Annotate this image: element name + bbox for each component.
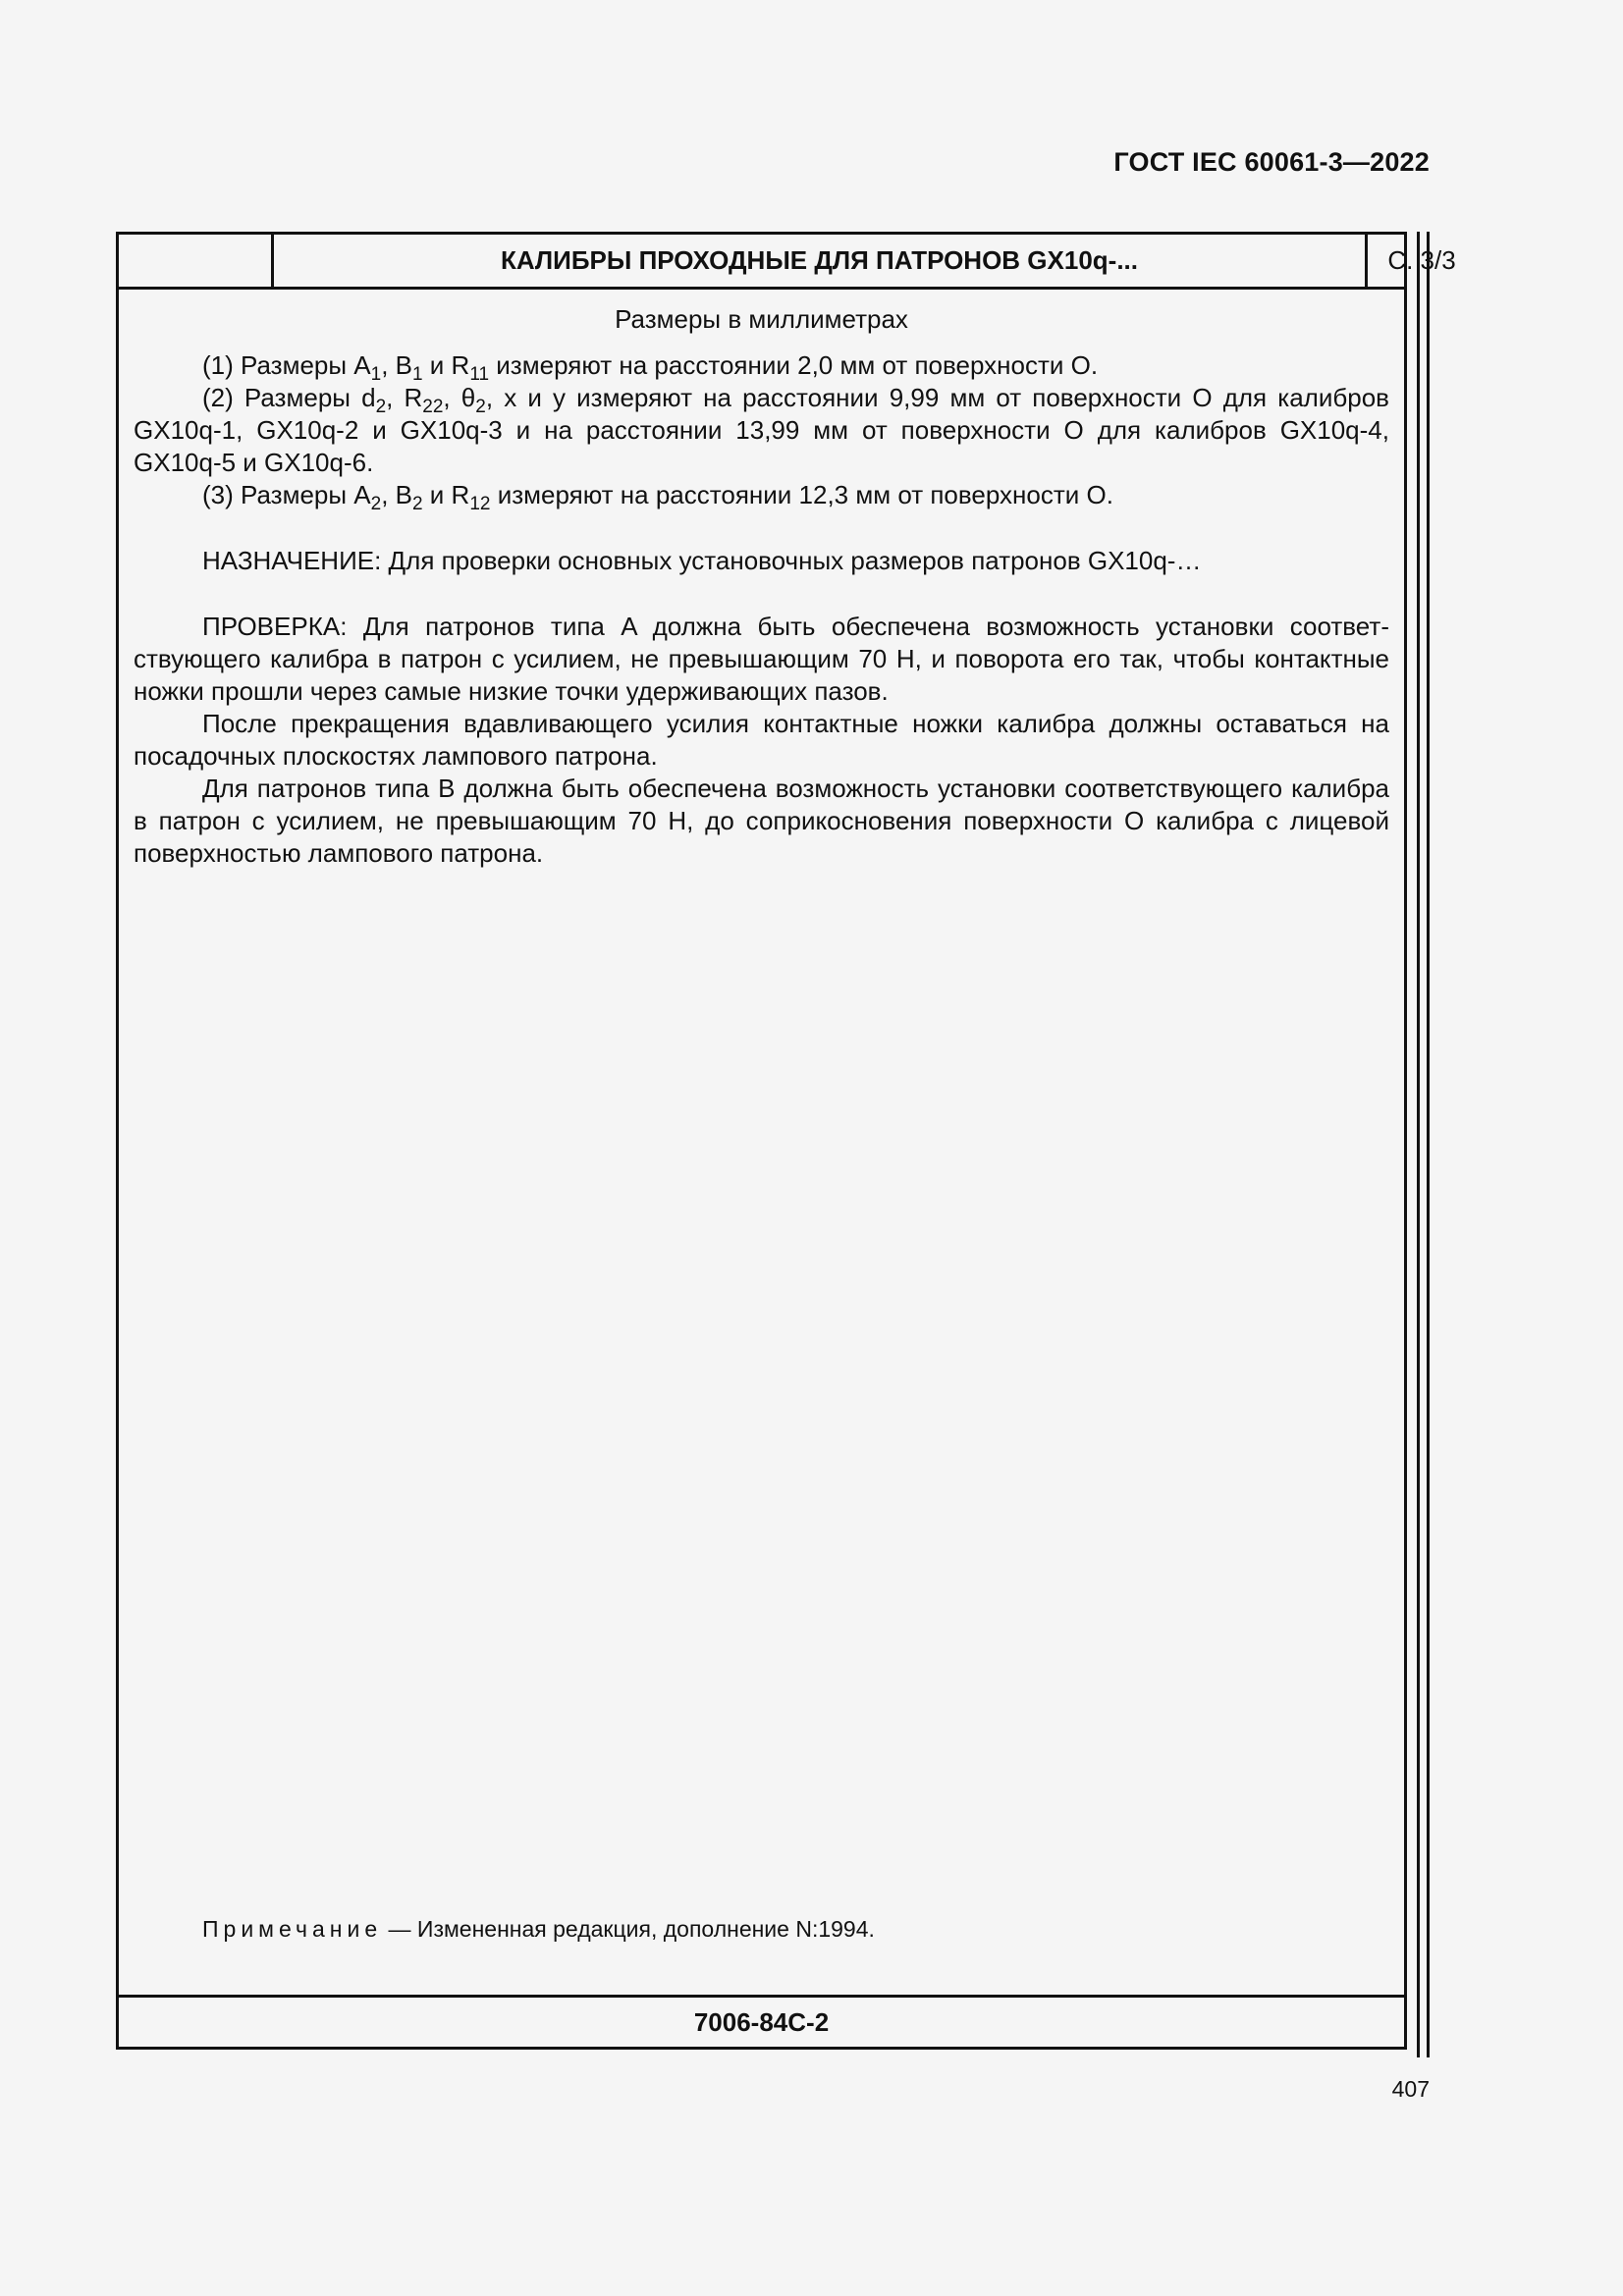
sheet-footer-code: 7006-84C-2 bbox=[119, 1995, 1404, 2047]
check-paragraph-1: ПРОВЕРКА: Для патронов типа A должна быть обеспечена возможность установки соответствующего калибра в патрон с усилием, не превышающим 70 Н, и поворота его так, чтобы контактные ножки прошли через самые низкие точки удерживающих пазов. bbox=[134, 612, 1389, 706]
frame-side-line-outer bbox=[1427, 232, 1430, 2057]
dimension-note-1: (1) Размеры $A_1$, $B_1$ и $R_{11}$ измеряют на расстоянии 2,0 мм от поверхности O. bbox=[202, 350, 1099, 385]
page-number: 407 bbox=[1391, 2076, 1430, 2102]
sheet-header bbox=[119, 235, 1456, 290]
sheet-frame bbox=[116, 232, 1456, 2050]
sheet-page-ref: С. 3/3 bbox=[1387, 245, 1456, 275]
dimension-note-2: (2) Размеры $d_2$, $R_{22}$, $\theta_2$, x и y измеряют на расстоянии 9,99 мм от поверхности O для калибров GX10q-1, GX10q-2 и GX10q-3 и на расстоянии 13,99 мм от поверхности O для калибров GX10q-4, GX10q-5 и GX10q-6. bbox=[134, 383, 1389, 477]
sheet-title: КАЛИБРЫ ПРОХОДНЫЕ ДЛЯ ПАТРОНОВ GX10q-... bbox=[274, 235, 1368, 287]
footnote-label: Примечание bbox=[202, 1916, 383, 1942]
footnote-text: — Измененная редакция, дополнение N:1994. bbox=[382, 1916, 875, 1942]
dimension-note-3: (3) Размеры $A_2$, $B_2$ и $R_{12}$ измеряют на расстоянии 12,3 мм от поверхности O. bbox=[202, 480, 1113, 514]
check-paragraph-3: Для патронов типа B должна быть обеспечена возможность установки соответствующего калибра в патрон с усилием, не превышающим 70 Н, до соприкосновения поверхности O калибра с лицевой поверхностью лампового патрона. bbox=[134, 774, 1389, 868]
sheet-content bbox=[134, 303, 1389, 870]
header-blank-cell bbox=[119, 235, 274, 287]
check-paragraph-2: После прекращения вдавливающего усилия контактные ножки калибра должны оставаться на посадочных плоскостях лампового патрона. bbox=[134, 709, 1389, 771]
footnote bbox=[202, 1916, 875, 1943]
units-caption: Размеры в миллиметрах bbox=[615, 304, 908, 334]
frame-side-line-inner bbox=[1417, 232, 1420, 2057]
document-code: ГОСТ IEC 60061-3—2022 bbox=[1113, 147, 1430, 177]
purpose-paragraph: НАЗНАЧЕНИЕ: Для проверки основных установочных размеров патронов GX10q-… bbox=[202, 546, 1202, 575]
